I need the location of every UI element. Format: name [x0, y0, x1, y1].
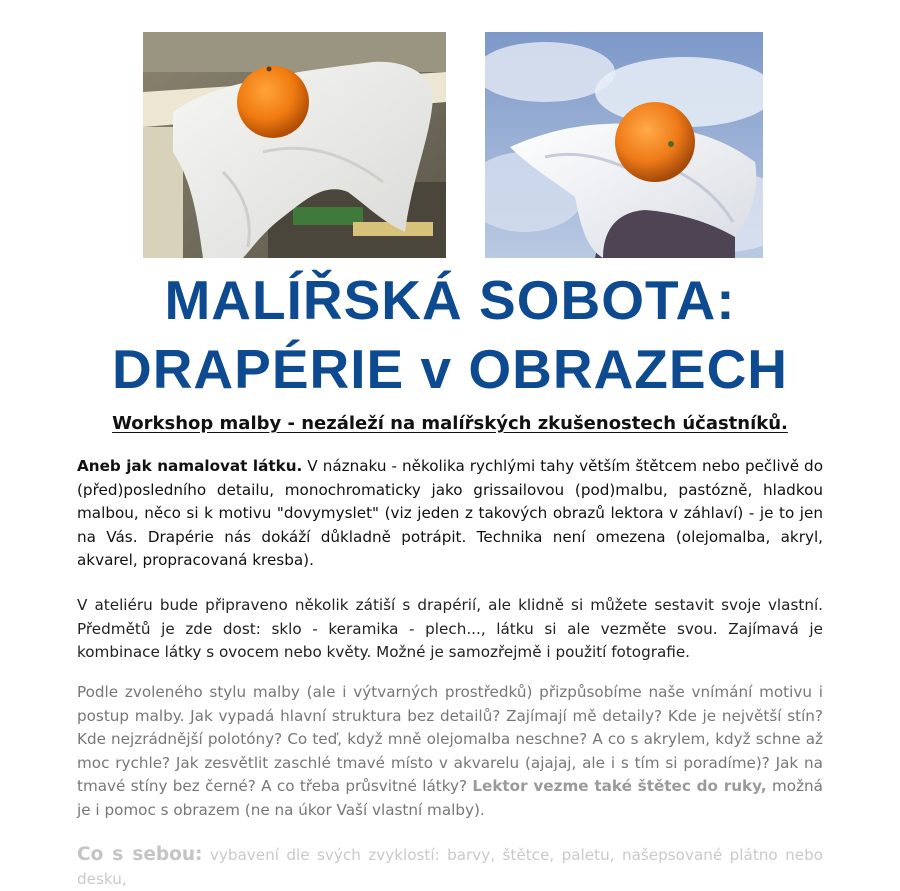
paragraph-atelier: V ateliéru bude připraveno několik zátiší s drapérií, ale klidně si můžete sestavit svoje vlastní. Předmětů je zde dost: sklo - keramika - plech..., látku si ale vezměte svou. Zajímavá je kombinace látky s ovocem nebo květy. Možné je samozřejmě i použití fotografie.	[77, 596, 823, 661]
paragraph-intro	[77, 455, 823, 573]
paragraph-style-strong: Lektor vezme také štětec do ruky,	[472, 777, 767, 795]
paragraph-what-to-bring-lead: Co s sebou:	[77, 844, 203, 865]
photo-orange-on-cloth	[143, 32, 446, 258]
paragraph-intro-text: V náznaku - několika rychlými tahy větším štětcem nebo pečlivě do (před)posledního detailu, monochromaticky jako grissailovou (pod)malbu, pastózně, hladkou malbou, něco si k motivu "dovymyslet" (viz jeden z takových obrazů lektora v záhlaví) - je to jen na Vás. Drapérie nás dokáží důkladně potrápit. Technika není omezena (olejomalba, akryl, akvarel, propracovaná kresba).	[77, 457, 823, 569]
title-line-1: MALÍŘSKÁ SOBOTA:	[164, 269, 736, 331]
paragraph-style-text: Podle zvoleného stylu malby (ale i výtvarných prostředků) přizpůsobíme naše vnímání motivu i postup malby. Jak vypadá hlavní struktura bez detailů? Zajímají mě detaily? Kde je největší stín? Kde nejzrádnější polotóny? Co teď, když mně olejomalba neschne? A co s akrylem, když schne až moc rychle? Jak zesvětlit zaschlé tmavé místo v akvarelu (ajajaj, ale i s tím si poradíme)? Jak na tmavé stíny bez černé? A co třeba průsvitné látky?	[77, 683, 823, 795]
title-line-2: DRAPÉRIE v OBRAZECH	[111, 338, 789, 400]
paragraph-what-to-bring	[77, 843, 823, 891]
paragraph-style	[77, 681, 823, 822]
subtitle: Workshop malby - nezáleží na malířských zkušenostech účastníků.	[112, 413, 788, 434]
paragraph-intro-lead: Aneb jak namalovat látku.	[77, 457, 303, 475]
painting-orange-drapery	[485, 32, 763, 258]
paragraph-what-to-bring-text: vybavení dle svých zvyklostí: barvy, štětce, paletu, našepsované plátno nebo desku,	[77, 846, 824, 888]
paragraph-style-tail: možná je i pomoc s obrazem (ne na úkor Vaší vlastní malby).	[77, 777, 823, 819]
